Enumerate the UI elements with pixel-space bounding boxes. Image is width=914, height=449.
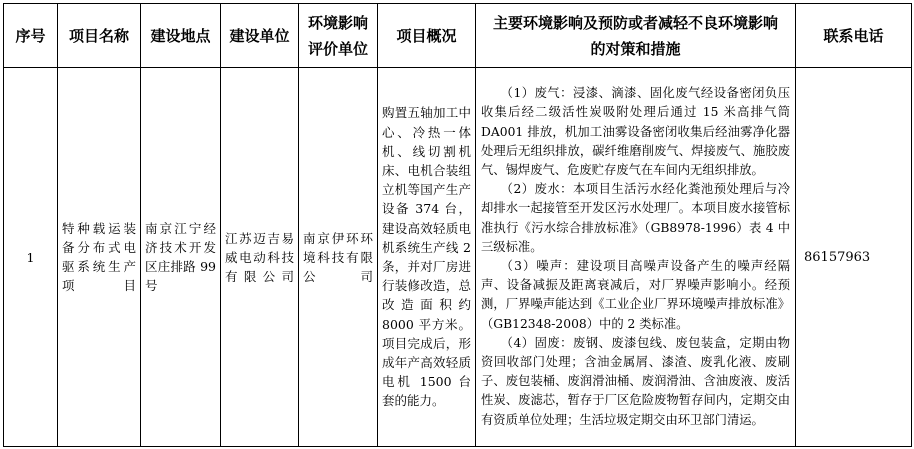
cell-project-name	[58, 68, 141, 447]
header-location: 建设地点	[141, 4, 221, 68]
measure-air: （1）废气：浸漆、滴漆、固化废气经设备密闭负压收集后经二级活性炭吸附处理后通过 15 米高排气筒 DA001 排放，机加工油雾设备密闭收集后经油雾净化器处理后无组织排放，碳纤维磨削废气、焊接废气、施胶废气、锡焊废气、危废贮存废气在车间内无组织排放。	[481, 86, 790, 177]
cell-location	[141, 68, 221, 447]
header-builder: 建设单位	[221, 4, 299, 68]
table-row	[4, 68, 912, 447]
header-overview: 项目概况	[378, 4, 476, 68]
header-no: 序号	[4, 4, 58, 68]
cell-measures	[476, 68, 796, 447]
measure-solid-waste: （4）固废：废钢、废漆包线、废包装盒，定期由物资回收部门处理；含油金属屑、漆渣、废乳化液、废刷子、废包装桶、废润滑油桶、废润滑油、含油废液、废活性炭、废滤芯，暂存于厂区危险废物暂存间内，定期交由有资质单位处理；生活垃圾定期交由环卫部门清运。	[481, 335, 790, 427]
measure-noise: （3）噪声：建设项目高噪声设备产生的噪声经隔声、设备减振及距离衰减后，对厂界噪声影响小。经预测，厂界噪声能达到《工业企业厂界环境噪声排放标准》（GB12348-2008）中的 2 类标准。	[481, 259, 790, 331]
eia-unit-text: 南京伊环环境科技有限公司	[303, 230, 373, 284]
cell-phone: 86157963	[796, 68, 912, 447]
header-measures: 主要环境影响及预防或者减轻不良环境影响的对策和措施	[476, 4, 796, 68]
cell-eia-unit	[299, 68, 378, 447]
measure-water: （2）废水：本项目生活污水经化粪池预处理后与冷却排水一起接管至开发区污水处理厂。本项目废水接管标准执行《污水综合排放标准》（GB8978-1996）表 4 中三级标准。	[481, 182, 790, 254]
builder-text: 江苏迈吉易威电动科技有限公司	[225, 230, 294, 284]
cell-builder	[221, 68, 299, 447]
cell-overview: 购置五轴加工中心、冷热一体机、线切割机床、电机合装组立机等国产生产设备 374 台，建设高效轻质电机系统生产线 2 条，并对厂房进行装修改造，总改造面积约 8000 平方米。项目完成后，形成年产高效轻质电机 1500 台套的能力。	[378, 68, 476, 447]
cell-no: 1	[4, 68, 58, 447]
eia-table	[3, 3, 912, 447]
header-eia-unit: 环境影响评价单位	[299, 4, 378, 68]
header-row	[4, 4, 912, 68]
header-project-name: 项目名称	[58, 4, 141, 68]
header-phone: 联系电话	[796, 4, 912, 68]
location-text: 南京江宁经济技术开发区庄排路 99 号	[145, 221, 216, 293]
project-name-text: 特种载运装备分布式电驱系统生产项目	[62, 221, 136, 293]
